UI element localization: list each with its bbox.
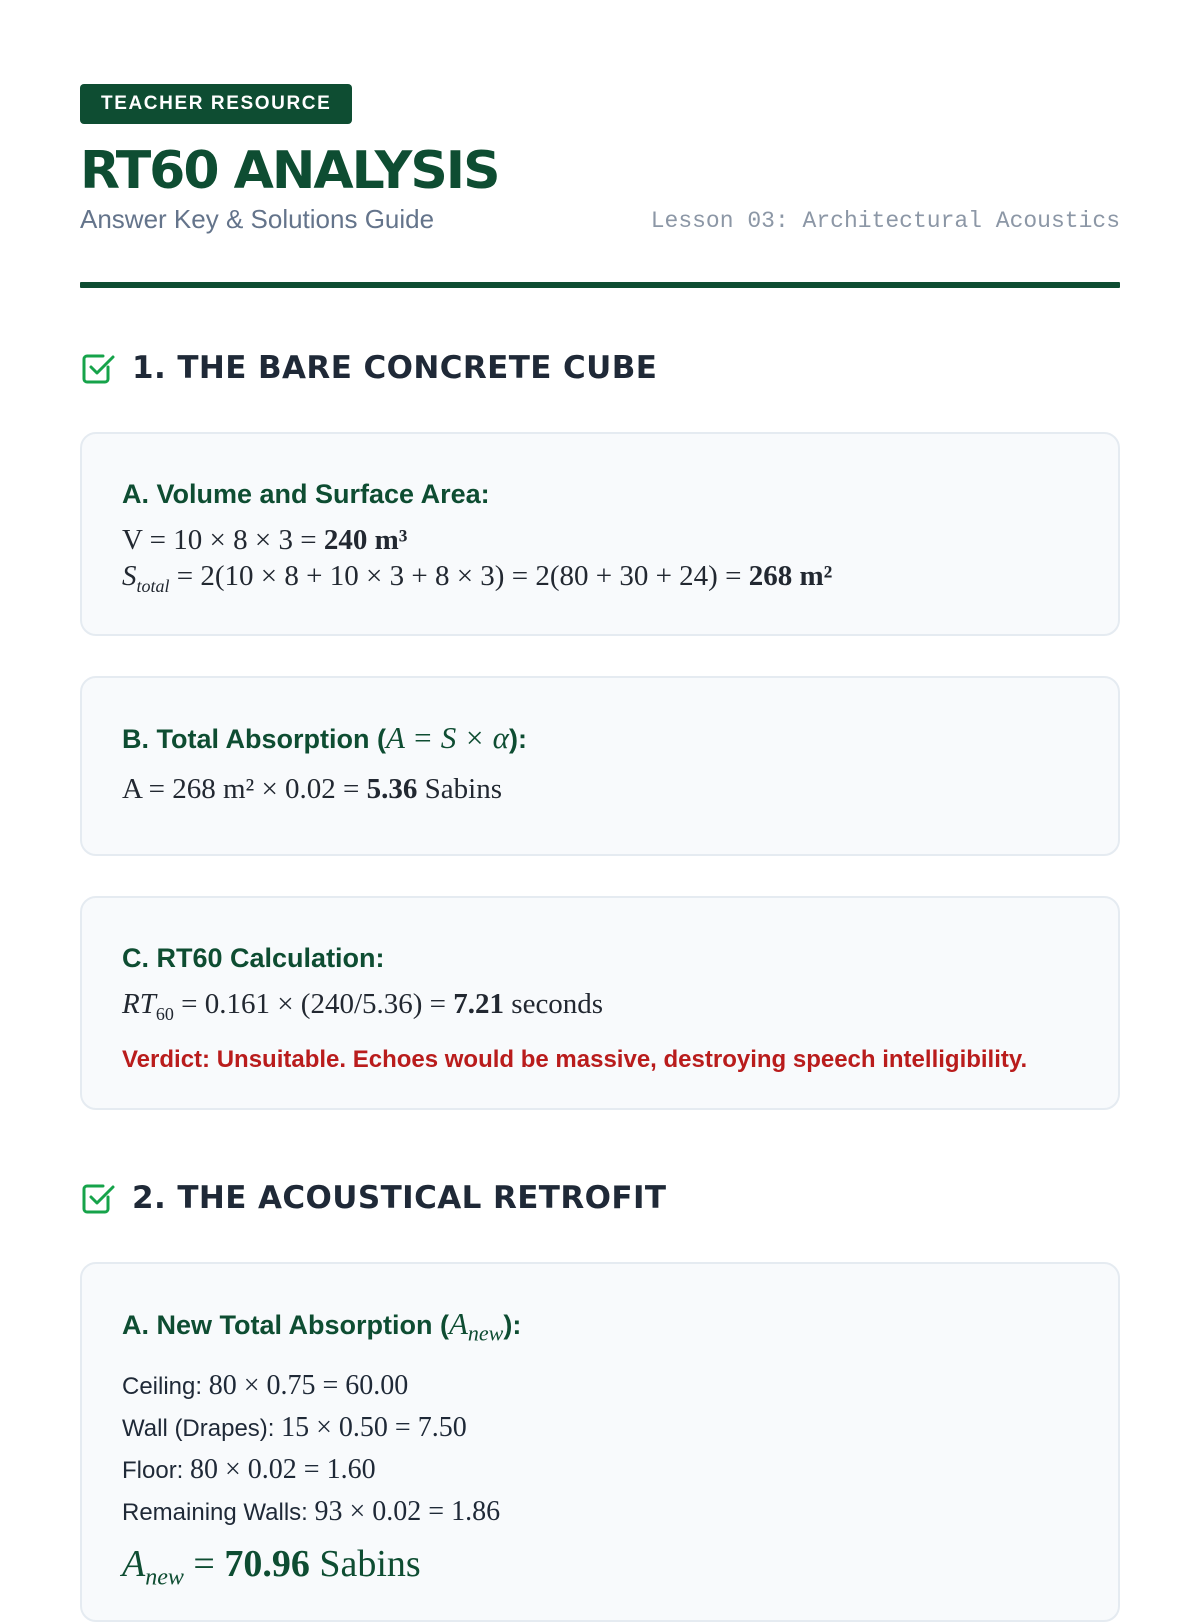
absorption-result: 5.36 [366, 773, 418, 805]
subtitle-row [80, 204, 1120, 240]
section-2-heading [80, 1178, 1120, 1218]
a-new-symbol: A [448, 1306, 468, 1341]
absorption-card [80, 676, 1120, 856]
surface-symbol: S [122, 560, 137, 592]
volume-result: 240 m³ [323, 524, 408, 556]
rt-expression: = 0.161 × (240/5.36) = [173, 988, 454, 1020]
section-1-title: 1. THE BARE CONCRETE CUBE [132, 350, 658, 386]
page-subtitle: Answer Key & Solutions Guide [80, 204, 435, 234]
card-title-prefix: A. New Total Absorption ( [122, 1310, 449, 1340]
a-new-total [122, 1541, 1078, 1601]
item-label: Floor: [122, 1457, 191, 1485]
rt-subscript: 60 [155, 1003, 174, 1024]
rt-symbol: RT [122, 988, 156, 1020]
verdict-text: Verdict: Unsuitable. Echoes would be massive, destroying speech intelligibility. [122, 1045, 1028, 1073]
absorption-unit: Sabins [417, 773, 503, 805]
item-expression: 80 × 0.75 = 60.00 [208, 1370, 409, 1402]
total-symbol: A [122, 1543, 146, 1586]
total-value: 70.96 [224, 1543, 310, 1586]
checkbox-checked-icon [80, 1180, 116, 1216]
lesson-label: Lesson 03: Architectural Acoustics [650, 208, 1120, 234]
rt-result: 7.21 [453, 988, 505, 1020]
new-absorption-card [80, 1262, 1120, 1622]
total-subscript: new [145, 1564, 184, 1591]
page-title: RT60 ANALYSIS [80, 141, 499, 201]
surface-expression: = 2(10 × 8 + 10 × 3 + 8 × 3) = 2(80 + 30 + 24) = [169, 560, 749, 592]
header-divider [80, 282, 1120, 288]
item-label: Wall (Drapes): [122, 1415, 282, 1443]
card-title: A. Volume and Surface Area: [122, 479, 490, 509]
volume-expression: V = 10 × 8 × 3 = [122, 524, 324, 556]
card-title-suffix: ): [508, 724, 527, 754]
absorption-formula: A = S × α [385, 720, 509, 755]
surface-result: 268 m² [748, 560, 833, 592]
rt-unit: seconds [504, 988, 604, 1020]
absorption-expression: A = 268 m² × 0.02 = [122, 773, 367, 805]
item-expression: 93 × 0.02 = 1.86 [314, 1496, 501, 1528]
checkbox-checked-icon [80, 350, 116, 386]
list-item [122, 1365, 1078, 1407]
item-label: Remaining Walls: [122, 1499, 315, 1527]
card-title: C. RT60 Calculation: [122, 943, 385, 973]
surface-subscript: total [136, 575, 170, 596]
card-title-suffix: ): [503, 1310, 522, 1340]
item-expression: 15 × 0.50 = 7.50 [281, 1412, 467, 1444]
answer-key-page [80, 84, 1120, 1622]
a-new-subscript: new [467, 1320, 504, 1346]
item-expression: 80 × 0.02 = 1.60 [190, 1454, 376, 1486]
volume-equation [122, 522, 1078, 558]
volume-surface-card [80, 432, 1120, 636]
card-title [122, 1306, 1078, 1351]
section-1-heading [80, 348, 1120, 388]
rt60-card [80, 896, 1120, 1110]
section-2-title: 2. THE ACOUSTICAL RETROFIT [132, 1180, 667, 1216]
list-item [122, 1407, 1078, 1449]
card-title [122, 720, 1078, 757]
card-title-prefix: B. Total Absorption ( [122, 724, 386, 754]
surface-equation [122, 558, 1078, 604]
total-equals: = [183, 1543, 225, 1586]
teacher-resource-badge: TEACHER RESOURCE [80, 84, 352, 124]
total-unit: Sabins [309, 1543, 421, 1586]
absorption-equation [122, 771, 1078, 807]
list-item [122, 1491, 1078, 1533]
rt60-equation [122, 986, 1078, 1032]
list-item [122, 1449, 1078, 1491]
item-label: Ceiling: [122, 1373, 209, 1401]
